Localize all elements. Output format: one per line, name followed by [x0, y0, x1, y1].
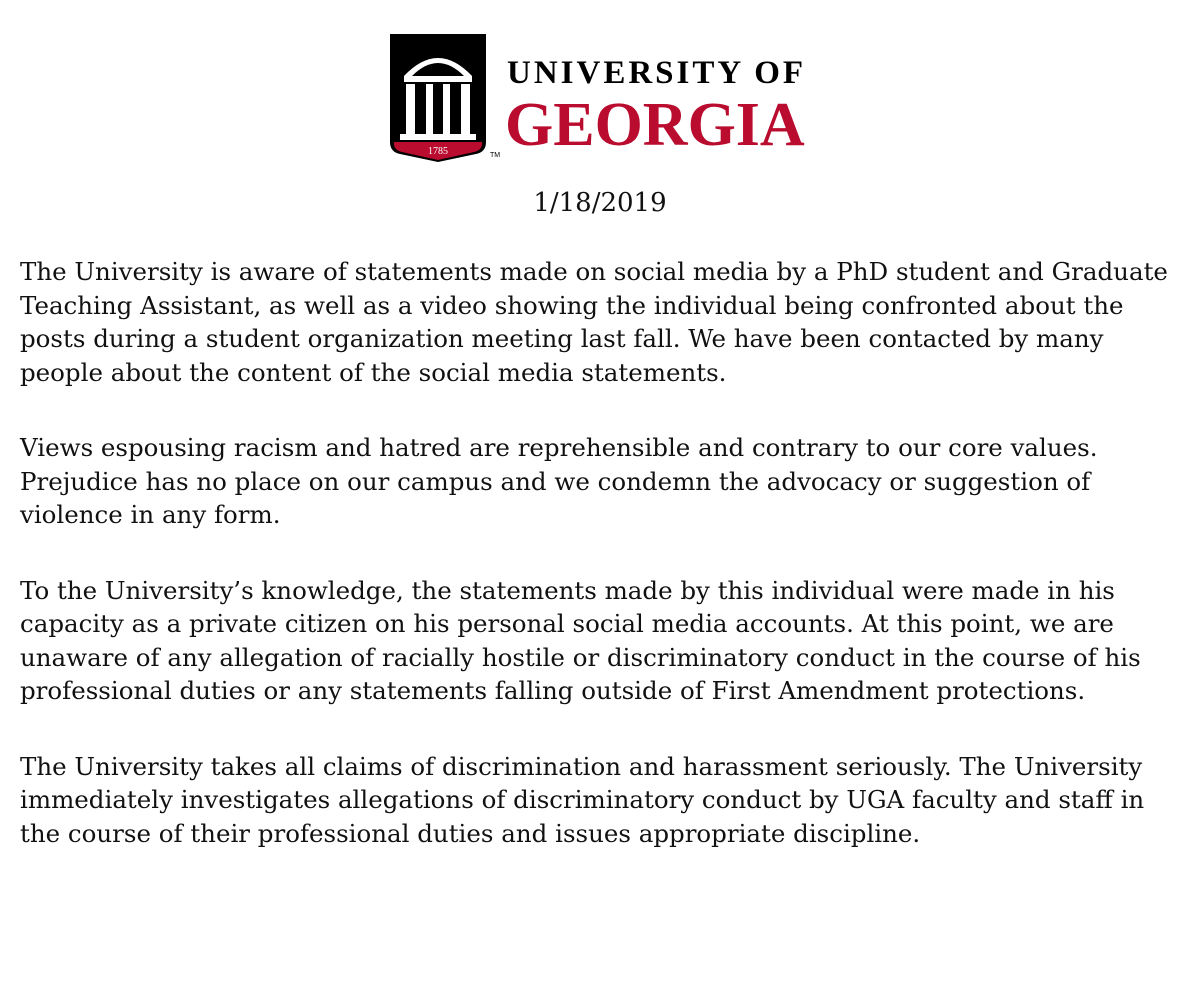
university-logo — [390, 34, 820, 164]
wordmark — [505, 49, 825, 159]
wordmark-line1: UNIVERSITY OF — [507, 55, 807, 91]
trademark-mark: TM — [490, 152, 501, 159]
statement-body — [20, 255, 1190, 892]
paragraph: Views espousing racism and hatred are reprehensible and contrary to our core values. Prejudice has no place on our campus and we condemn the advocacy or suggestion of violence in any form. — [20, 433, 1098, 529]
paragraph: The University is aware of statements made on social media by a PhD student and Graduate Teaching Assistant, as well as a video showing the individual being confronted about the posts during a student organization meeting last fall. We have been contacted by many people about the content of the social media statements. — [20, 257, 1168, 387]
paragraph: The University takes all claims of discrimination and harassment seriously. The University immediately investigates allegations of discriminatory conduct by UGA faculty and staff in the course of their professional duties and issues appropriate discipline. — [20, 751, 1145, 848]
arch-shield-icon — [390, 34, 486, 164]
statement-date: 1/18/2019 — [533, 188, 667, 218]
paragraph: To the University’s knowledge, the statements made by this individual were made in his capacity as a private citizen on his personal social media accounts. At this point, we are unaware of any allegation of racially hostile or discriminatory conduct in the course of his professional duties or any statements falling outside of First Amendment protections. — [20, 575, 1141, 705]
wordmark-line2: GEORGIA — [505, 91, 805, 159]
founding-year: 1785 — [428, 146, 448, 157]
